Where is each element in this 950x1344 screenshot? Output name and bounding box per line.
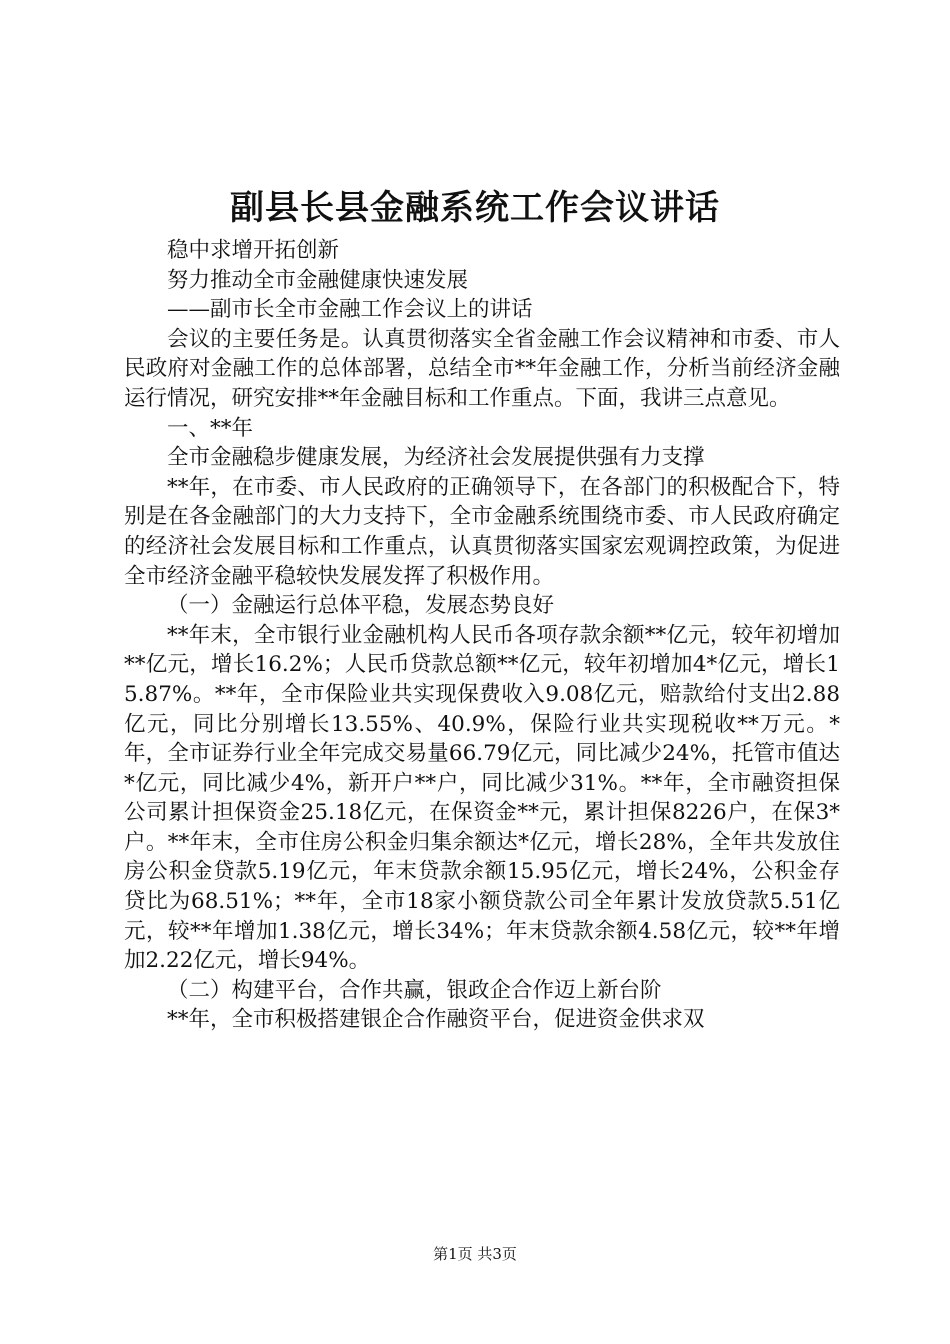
paragraph-intro: 会议的主要任务是。认真贯彻落实全省金融工作会议精神和市委、市人民政府对金融工作的总体部署，总结全市**年金融工作，分析当前经济金融运行情况，研究安排**年金融目标和工作重点。下面，我讲三点意见。 (124, 326, 840, 411)
subtitle-line-1: 稳中求增开拓创新 (167, 238, 340, 263)
paragraph-statistics: **年末，全市银行业金融机构人民币各项存款余额**亿元，较年初增加**亿元，增长16.2%；人民币贷款总额**亿元，较年初增加4*亿元，增长15.87%。**年，全市保险业共实现保费收入9.08亿元，赔款给付支出2.88亿元，同比分别增长13.55%、40.9%，保险行业共实现税收**万元。*年，全市证券行业全年完成交易量66.79亿元，同比减少24%，托管市值达*亿元，同比减少4%，新开户**户，同比减少31%。**年，全市融资担保公司累计担保资金25.18亿元，在保资金**元，累计担保8226户，在保3*户。**年末，全市住房公积金归集余额达*亿元，增长28%，全年共发放住房公积金贷款5.19亿元，年末贷款余额15.95亿元，增长24%，公积金存贷比为68.51%；**年，全市18家小额贷款公司全年累计发放贷款5.51亿元，较**年增加1.38亿元，增长34%；年末贷款余额4.58亿元，较**年增加2.22亿元，增长94%。 (124, 622, 840, 974)
subsection-heading-1: （一）金融运行总体平稳，发展态势良好 (167, 593, 555, 619)
page-number-footer: 第1页 共3页 (433, 1245, 517, 1263)
section-heading-1-title: 全市金融稳步健康发展，为经济社会发展提供强有力支撑 (167, 445, 705, 471)
paragraph-continued: **年，全市积极搭建银企合作融资平台，促进资金供求双 (167, 1007, 705, 1033)
document-title: 副县长县金融系统工作会议讲话 (230, 188, 720, 228)
document-body (124, 236, 840, 1035)
section-heading-1: 一、**年 (167, 415, 254, 441)
subtitle-line-2: 努力推动全市金融健康快速发展 (167, 267, 469, 293)
subtitle-line-3: ——副市长全市金融工作会议上的讲话 (167, 297, 533, 323)
paragraph-section-1: **年，在市委、市人民政府的正确领导下，在各部门的积极配合下，特别是在各金融部门的大力支持下，全市金融系统围绕市委、市人民政府确定的经济社会发展目标和工作重点，认真贯彻落实国家宏观调控政策，为促进全市经济金融平稳较快发展发挥了积极作用。 (124, 474, 840, 589)
subsection-heading-2: （二）构建平台，合作共赢，银政企合作迈上新台阶 (167, 977, 662, 1003)
